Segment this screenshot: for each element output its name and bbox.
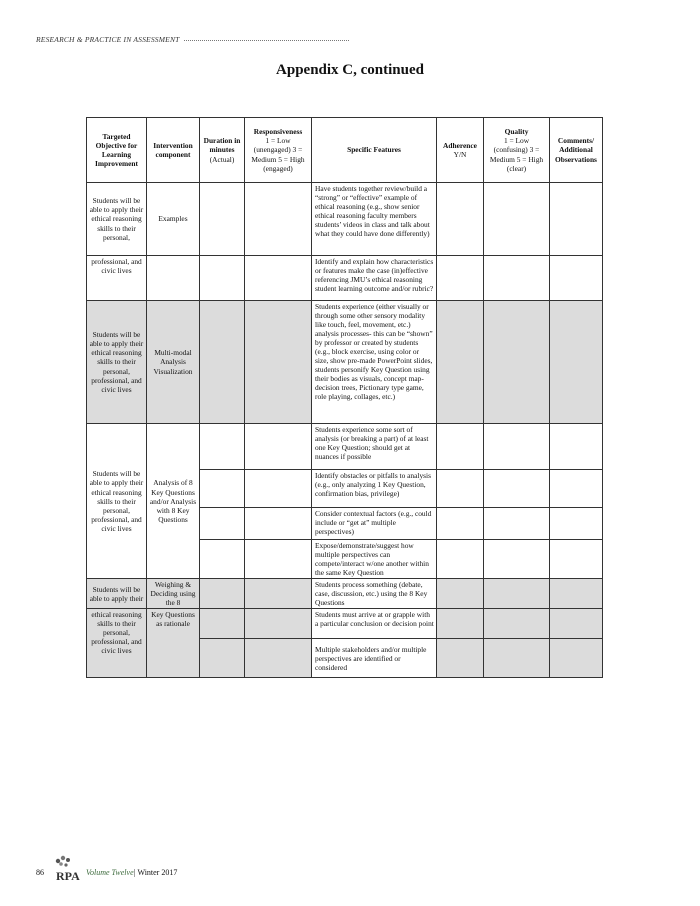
adherence-cell <box>437 508 484 540</box>
duration-cell <box>200 508 245 540</box>
responsiveness-cell <box>245 470 312 508</box>
comments-cell <box>550 470 603 508</box>
adherence-cell <box>437 540 484 579</box>
feature-cell: Students experience (either visually or through some other sensory modality like touch, feel, movement, etc.) analysis processes- this can be “shown” by professor or created by students (e.g., block exercise, using color or size, show pre-made PowerPoint slides, students personify Key Question using their bodies as visuals, concept map- decision trees, Pictionary type game, role playing, collages, etc.) <box>312 301 437 424</box>
feature-cell: Students must arrive at or grapple with a particular conclusion or decision point <box>312 609 437 639</box>
responsiveness-cell <box>245 301 312 424</box>
duration-cell <box>200 424 245 470</box>
logo-text: RPA <box>56 869 80 883</box>
responsiveness-cell <box>245 183 312 256</box>
comments-cell <box>550 301 603 424</box>
adherence-cell <box>437 609 484 639</box>
running-head <box>36 35 349 44</box>
quality-cell <box>484 301 550 424</box>
running-head-text: RESEARCH & PRACTICE IN ASSESSMENT <box>36 35 180 44</box>
duration-cell <box>200 470 245 508</box>
quality-cell <box>484 609 550 639</box>
objective-cell-continued: ethical reasoning skills to their personal, professional, and civic lives <box>87 609 147 678</box>
feature-cell: Expose/demonstrate/suggest how multiple perspectives can compete/interact w/one another within the same Key Question <box>312 540 437 579</box>
feature-cell: Students process something (debate, case, discussion, etc.) using the 8 Key Questions <box>312 579 437 609</box>
comments-cell <box>550 183 603 256</box>
header-quality: Quality 1 = Low (confusing) 3 = Medium 5 = High (clear) <box>484 118 550 183</box>
feature-cell: Multiple stakeholders and/or multiple perspectives are identified or considered <box>312 639 437 678</box>
quality-cell <box>484 639 550 678</box>
header-adherence: Adherence Y/N <box>437 118 484 183</box>
header-objective: Targeted Objective for Learning Improvement <box>87 118 147 183</box>
table-row <box>87 579 603 609</box>
footer <box>36 855 336 885</box>
responsiveness-cell <box>245 639 312 678</box>
quality-cell <box>484 579 550 609</box>
running-head-dots <box>184 39 349 41</box>
intervention-cell-continued: Key Questions as rationale <box>147 609 200 678</box>
objective-cell: Students will be able to apply their ethical reasoning skills to their personal, <box>87 183 147 256</box>
duration-cell <box>200 256 245 301</box>
objective-cell: Students will be able to apply their <box>87 579 147 609</box>
table-row <box>87 256 603 301</box>
adherence-cell <box>437 424 484 470</box>
table-row <box>87 424 603 470</box>
adherence-cell <box>437 579 484 609</box>
adherence-cell <box>437 256 484 301</box>
intervention-cell: Analysis of 8 Key Questions and/or Analysis with 8 Key Questions <box>147 424 200 579</box>
feature-cell: Identify obstacles or pitfalls to analysis (e.g., only analyzing 1 Key Question, confirmation bias, privilege) <box>312 470 437 508</box>
intervention-cell: Multi-modal Analysis Visualization <box>147 301 200 424</box>
adherence-cell <box>437 301 484 424</box>
quality-cell <box>484 183 550 256</box>
comments-cell <box>550 639 603 678</box>
page-number: 86 <box>36 868 44 877</box>
responsiveness-cell <box>245 540 312 579</box>
comments-cell <box>550 508 603 540</box>
comments-cell <box>550 256 603 301</box>
intervention-cell: Examples <box>147 183 200 256</box>
quality-cell <box>484 508 550 540</box>
adherence-cell <box>437 639 484 678</box>
header-comments: Comments/ Additional Observations <box>550 118 603 183</box>
appendix-c-table <box>86 117 603 678</box>
page-title: Appendix C, continued <box>276 62 424 78</box>
responsiveness-cell <box>245 508 312 540</box>
feature-cell: Identify and explain how characteristics or features make the case (in)effective referencing JMU’s ethical reasoning student learning outcome and/or rubric? <box>312 256 437 301</box>
header-intervention: Intervention component <box>147 118 200 183</box>
comments-cell <box>550 424 603 470</box>
quality-cell <box>484 256 550 301</box>
comments-cell <box>550 540 603 579</box>
duration-cell <box>200 579 245 609</box>
header-responsiveness: Responsiveness 1 = Low (unengaged) 3 = Medium 5 = High (engaged) <box>245 118 312 183</box>
header-row <box>87 118 603 183</box>
duration-cell <box>200 301 245 424</box>
quality-cell <box>484 424 550 470</box>
duration-cell <box>200 639 245 678</box>
table-row <box>87 301 603 424</box>
objective-cell: Students will be able to apply their ethical reasoning skills to their personal, professional, and civic lives <box>87 424 147 579</box>
responsiveness-cell <box>245 424 312 470</box>
adherence-cell <box>437 470 484 508</box>
rpa-logo-icon <box>52 855 86 885</box>
intervention-cell <box>147 256 200 301</box>
comments-cell <box>550 579 603 609</box>
feature-cell: Consider contextual factors (e.g., could include or “get at” multiple perspectives) <box>312 508 437 540</box>
quality-cell <box>484 470 550 508</box>
responsiveness-cell <box>245 256 312 301</box>
responsiveness-cell <box>245 579 312 609</box>
responsiveness-cell <box>245 609 312 639</box>
header-duration: Duration in minutes (Actual) <box>200 118 245 183</box>
season-label: | Winter 2017 <box>134 868 178 877</box>
feature-cell: Have students together review/build a “strong” or “effective” example of ethical reasoning (e.g., show senior ethical reasoning faculty members students’ videos in class and talk about what they could have done differently) <box>312 183 437 256</box>
table-row <box>87 183 603 256</box>
objective-cell-continued: professional, and civic lives <box>87 256 147 301</box>
feature-cell: Students experience some sort of analysis (or breaking a part) of at least one Key Question; should get at nuances if possible <box>312 424 437 470</box>
quality-cell <box>484 540 550 579</box>
objective-cell: Students will be able to apply their ethical reasoning skills to their personal, professional, and civic lives <box>87 301 147 424</box>
comments-cell <box>550 609 603 639</box>
header-specific-features: Specific Features <box>312 118 437 183</box>
duration-cell <box>200 183 245 256</box>
duration-cell <box>200 540 245 579</box>
adherence-cell <box>437 183 484 256</box>
intervention-cell: Weighing & Deciding using the 8 <box>147 579 200 609</box>
duration-cell <box>200 609 245 639</box>
table-row <box>87 609 603 639</box>
volume-label: Volume Twelve <box>86 868 134 877</box>
